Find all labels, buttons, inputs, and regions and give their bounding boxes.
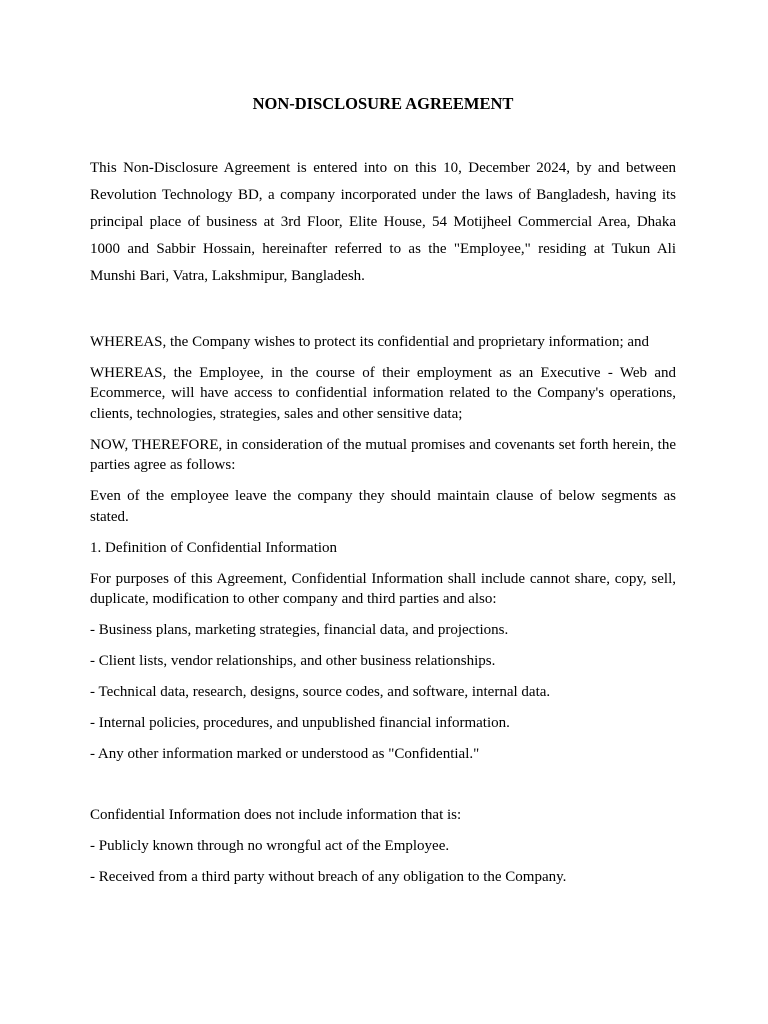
list-item: - Any other information marked or understood as "Confidential." (90, 746, 480, 763)
intro-paragraph: This Non-Disclosure Agreement is entered into on this 10, December 2024, by and between Revolution Technology BD, a company incorporated under the laws of Bangladesh, having its principal place of business at 3rd Floor, Elite House, 54 Motijheel Commercial Area, Dhaka 1000 and Sabbir Hossain, hereinafter referred to as the "Employee," residing at Tukun Ali Munshi Bari, Vatra, Lakshmipur, Bangladesh. (90, 160, 676, 284)
list-item: - Publicly known through no wrongful act of the Employee. (90, 838, 450, 855)
list-item: - Received from a third party without breach of any obligation to the Company. (90, 869, 567, 886)
whereas-employee-paragraph: WHEREAS, the Employee, in the course of their employment as an Executive - Web and Ecommerce, will have access to confidential information related to the Company's operations, clients, technologies, strategies, sales and other sensitive data; (90, 365, 676, 422)
exclusions-paragraph: Confidential Information does not include information that is: (90, 807, 462, 824)
list-item: - Technical data, research, designs, source codes, and software, internal data. (90, 684, 551, 701)
list-item: - Internal policies, procedures, and unpublished financial information. (90, 715, 510, 732)
document-title: NON-DISCLOSURE AGREEMENT (252, 94, 514, 113)
definition-paragraph: For purposes of this Agreement, Confidential Information shall include cannot share, copy, sell, duplicate, modification to other company and third parties and also: (90, 570, 676, 608)
now-therefore-paragraph: NOW, THEREFORE, in consideration of the mutual promises and covenants set forth herein, the parties agree as follows: (90, 436, 676, 474)
agreement-clauses (90, 332, 676, 898)
post-employment-paragraph: Even of the employee leave the company they should maintain clause of below segments as stated. (90, 488, 676, 525)
list-item: - Business plans, marketing strategies, financial data, and projections. (90, 622, 509, 639)
list-item: - Client lists, vendor relationships, and other business relationships. (90, 653, 496, 670)
whereas-protect-paragraph: WHEREAS, the Company wishes to protect its confidential and proprietary information; and (90, 334, 650, 350)
section-heading-definition: 1. Definition of Confidential Information (90, 539, 338, 556)
